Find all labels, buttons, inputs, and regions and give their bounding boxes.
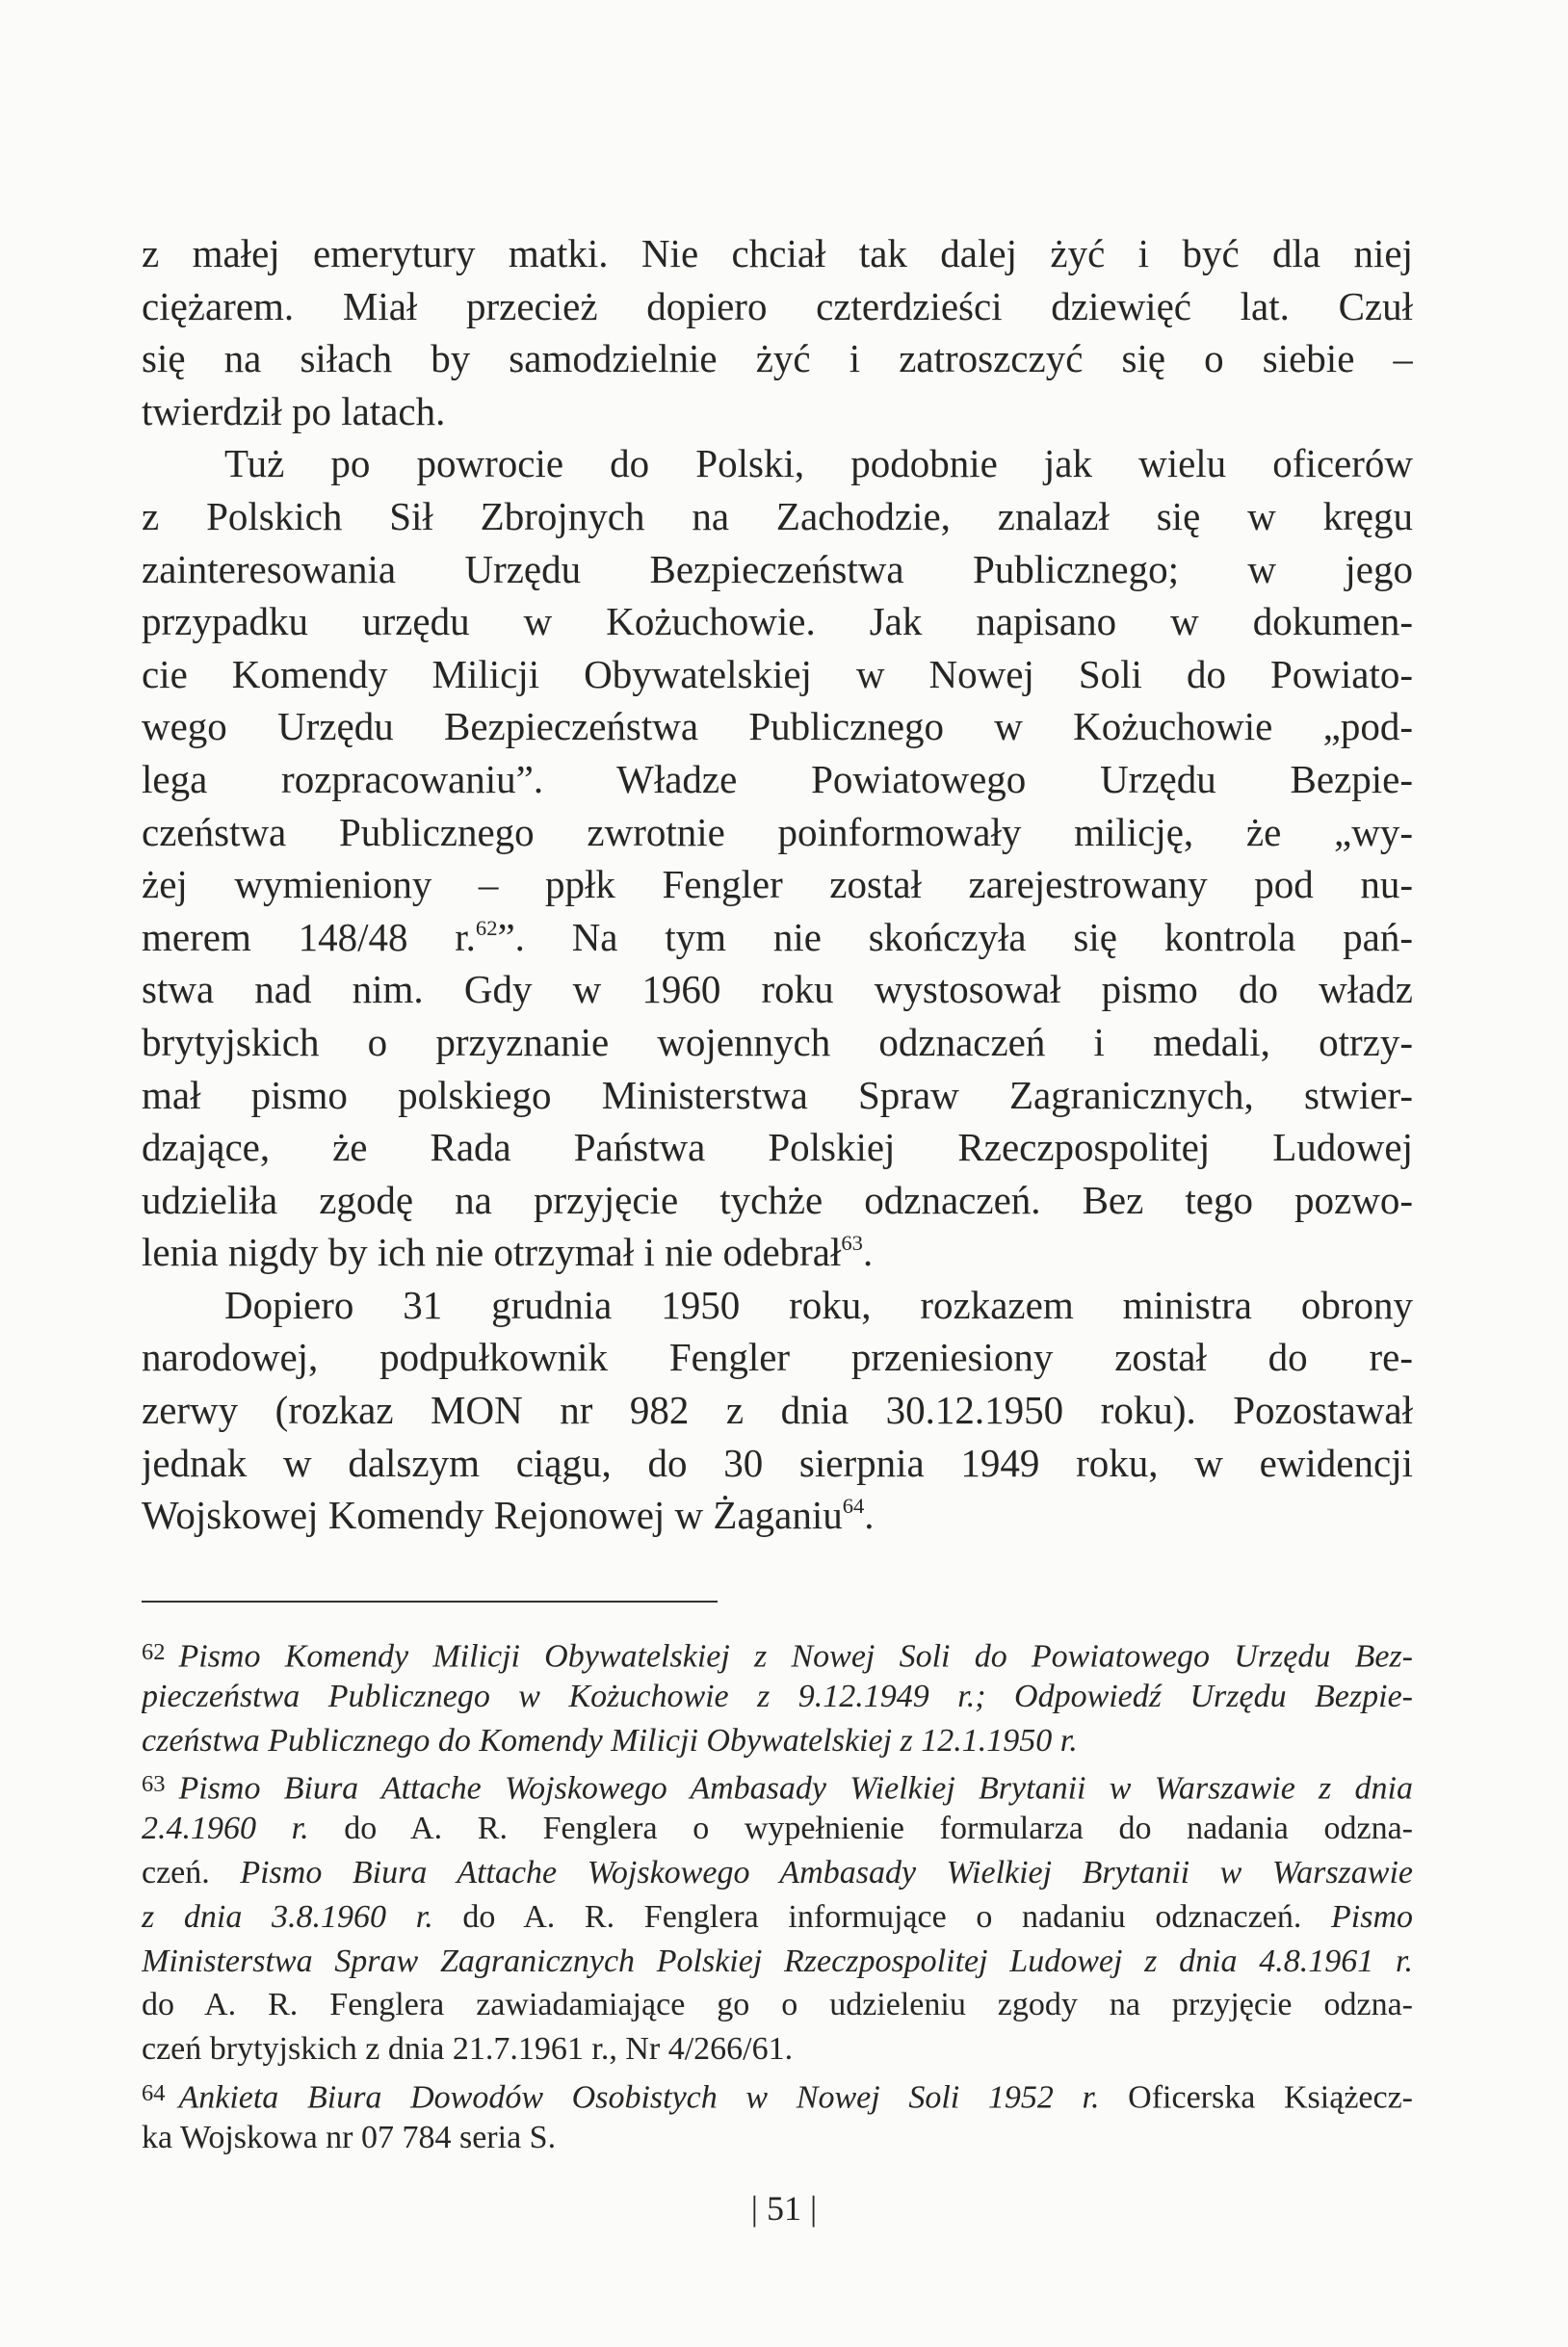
text-line [142,1121,1413,1174]
footnote-reference: 62 [475,915,498,940]
text-segment: cie Komendy Milicji Obywatelskiej w Nowej Soli do Powiato- [142,651,1413,696]
text-line [142,1174,1413,1227]
footnote-line [142,1630,1413,1675]
text-segment: jednak w dalszym ciągu, do 30 sierpnia 1949 roku, w ewidencji [142,1440,1413,1485]
text-segment: czeń. [142,1854,241,1891]
text-line [142,1016,1413,1069]
text-segment: czeń brytyjskich z dnia 21.7.1961 r., Nr 4/266/61. [142,2031,794,2068]
footnote-number: 62 [142,1639,166,1665]
text-segment: czeństwa Publicznego zwrotnie poinformowały milicję, że „wy- [142,809,1413,854]
text-segment: narodowej, podpułkownik Fengler przeniesiony został do re- [142,1335,1413,1380]
text-segment: 2.4.1960 r. [142,1811,309,1847]
text-line [142,753,1413,806]
text-segment: Oficerska Książecz- [1099,2079,1413,2116]
text-segment: z małej emerytury matki. Nie chciał tak dalej żyć i być dla niej [142,231,1413,275]
text-segment: lenia nigdy by ich nie otrzymał i nie odebrał [142,1230,842,1275]
text-segment: zerwy (rozkaz MON nr 982 z dnia 30.12.1950 roku). Pozostawał [142,1388,1413,1433]
text-line [142,385,1413,438]
text-segment: twierdził po latach. [142,388,446,433]
footnote-line [142,1983,1413,2027]
text-segment: Ministerstwa Spraw Zagranicznych Polskiej Rzeczpospolitej Ludowej z dnia 4.8.1961 r. [142,1943,1413,1979]
footnote-line [142,2072,1413,2116]
footnote-divider [142,1601,718,1603]
footnote-reference: 63 [841,1231,863,1256]
footnote-line [142,1719,1413,1763]
text-segment: . [862,1230,874,1275]
text-line [142,280,1413,333]
text-line [142,806,1413,859]
text-segment: Pismo Biura Attache Wojskowego Ambasady Wielkiej Brytanii w Warszawie [240,1854,1413,1891]
footnote-line [142,2116,1413,2160]
text-line [142,543,1413,596]
text-segment: do A. R. Fenglera informujące o nadaniu odznaczeń. [432,1898,1331,1935]
text-segment: ciężarem. Miał przecież dopiero czterdzieści dziewięć lat. Czuł [142,283,1413,328]
text-segment: Tuż po powrocie do Polski, podobnie jak wielu oficerów [224,441,1413,486]
text-line [142,858,1413,911]
text-segment: udzieliła zgodę na przyjęcie tychże odznaczeń. Bez tego pozwo- [142,1177,1413,1222]
text-line [142,595,1413,648]
text-segment: merem 148/48 r. [142,914,476,959]
footnote-line [142,1762,1413,1807]
text-segment: do A. R. Fenglera o wypełnienie formularza do nadania odzna- [308,1811,1413,1847]
text-segment: Pismo Komendy Milicji Obywatelskiej z Nowej Soli do Powiatowego Urzędu Bez- [178,1638,1413,1675]
footnote-number: 64 [142,2079,166,2106]
text-line [142,1437,1413,1490]
text-line [142,332,1413,385]
text-segment: Wojskowej Komendy Rejonowej w Żaganiu [142,1493,843,1538]
text-line [142,911,1413,964]
text-line [142,1069,1413,1122]
text-segment: stwa nad nim. Gdy w 1960 roku wystosował pismo do władz [142,967,1413,1012]
text-segment: Pismo [1331,1898,1413,1935]
text-segment: Dopiero 31 grudnia 1950 roku, rozkazem ministra obrony [224,1282,1413,1327]
text-line [142,648,1413,701]
footnote-line [142,1675,1413,1719]
text-line [142,1331,1413,1384]
footnote-line [142,1851,1413,1895]
footnote-line [142,2027,1413,2072]
text-line [142,437,1413,490]
footnote-reference: 64 [842,1494,865,1519]
text-segment: ”. Na tym nie skończyła się kontrola pań- [497,914,1413,959]
text-segment: czeństwa Publicznego do Komendy Milicji Obywatelskiej z 12.1.1950 r. [142,1722,1078,1759]
footnote-line [142,1895,1413,1940]
text-segment: przypadku urzędu w Kożuchowie. Jak napisano w dokumen- [142,599,1413,644]
text-segment: z Polskich Sił Zbrojnych na Zachodzie, znalazł się w kręgu [142,493,1413,538]
text-segment: Pismo Biura Attache Wojskowego Ambasady Wielkiej Brytanii w Warszawie z dnia [178,1770,1413,1807]
page-number: | 51 | [750,2189,818,2228]
text-line [142,1226,1413,1279]
text-line [142,700,1413,753]
footnote-number: 63 [142,1771,166,1798]
text-segment: zainteresowania Urzędu Bezpieczeństwa Publicznego; w jego [142,546,1413,591]
text-line [142,963,1413,1016]
text-segment: ka Wojskowa nr 07 784 seria S. [142,2119,557,2155]
text-segment: lega rozpracowaniu”. Władze Powiatowego Urzędu Bezpie- [142,756,1413,801]
text-segment: żej wymieniony – ppłk Fengler został zarejestrowany pod nu- [142,862,1413,907]
text-segment: mał pismo polskiego Ministerstwa Spraw Zagranicznych, stwier- [142,1072,1413,1117]
text-segment: pieczeństwa Publicznego w Kożuchowie z 9.12.1949 r.; Odpowiedź Urzędu Bezpie- [142,1678,1413,1714]
text-segment: dzające, że Rada Państwa Polskiej Rzeczpospolitej Ludowej [142,1125,1413,1170]
text-segment: Ankieta Biura Dowodów Osobistych w Nowej Soli 1952 r. [178,2079,1100,2116]
text-line [142,490,1413,543]
text-segment: . [864,1493,875,1538]
main-text [142,227,1413,1542]
text-segment: się na siłach by samodzielnie żyć i zatroszczyć się o siebie – [142,336,1413,381]
footnote-line [142,1940,1413,1984]
text-segment: do A. R. Fenglera zawiadamiające go o udzieleniu zgody na przyjęcie odzna- [142,1987,1413,2023]
footnote-line [142,1807,1413,1851]
footnotes [142,1630,1413,2160]
text-line [142,1279,1413,1332]
text-line [142,1384,1413,1437]
text-line [142,1489,1413,1542]
text-line [142,227,1413,280]
text-segment: brytyjskich o przyznanie wojennych odznaczeń i medali, otrzy- [142,1019,1413,1064]
text-segment: z dnia 3.8.1960 r. [142,1898,433,1935]
text-segment: wego Urzędu Bezpieczeństwa Publicznego w Kożuchowie „pod- [142,704,1413,749]
